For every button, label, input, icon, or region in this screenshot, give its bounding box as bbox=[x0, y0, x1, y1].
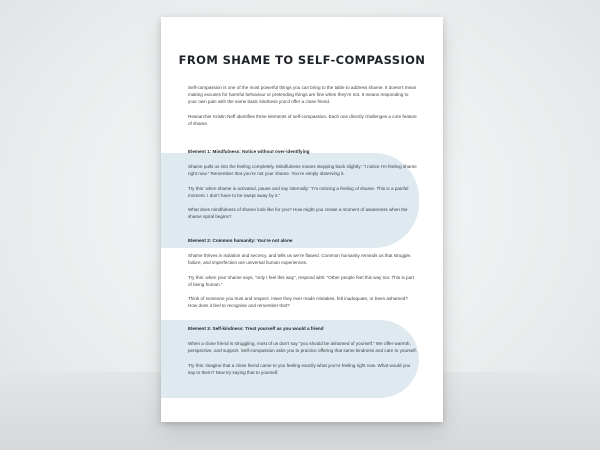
element-1-paragraph: Try this: when shame is activated, pause and say internally: “I’m noticing a feeling of shame. This is a painful moment. I don’t have to be swept away by it.” bbox=[188, 185, 409, 198]
document-page bbox=[161, 17, 443, 422]
element-3-paragraph: Try this: imagine that a close friend came to you feeling exactly what you’re feeling right now. What would you say to them? Now try saying that to yourself. bbox=[188, 362, 411, 375]
element-3-section bbox=[188, 325, 418, 383]
element-2-section bbox=[188, 237, 418, 316]
intro-paragraph: Self-compassion is one of the most powerful things you can bring to the table to address shame. It doesn’t mean making excuses for harmful behaviour or pretending things are fine when they’re not. It means responding to your own pain with the same basic kindness you’d offer a close friend. bbox=[188, 85, 417, 105]
element-3-paragraph: When a close friend is struggling, most of us don’t say “you should be ashamed of yourself.” We offer warmth, perspective, and support. Self-compassion asks you to practice offering that same kindness and care to yourself. bbox=[188, 341, 417, 354]
element-1-paragraph: Shame pulls us into the feeling completely. Mindfulness means stepping back slightly: “I notice I’m feeling shame right now.” Remember that you’re not your shame. You’re simply observing it. bbox=[188, 164, 417, 177]
element-2-paragraph: Try this: when your shame says, “only I feel this way”, respond with: “Other people feel this way too. This is part of being human.” bbox=[188, 274, 414, 287]
element-1-paragraph: What does mindfulness of shame look like for you? How might you create a moment of awareness when the shame spiral begins? bbox=[188, 207, 408, 220]
element-2-paragraph: Shame thrives in isolation and secrecy, and tells us we’re flawed. Common humanity reminds us that struggle, failure, and imperfection are universal human experiences. bbox=[188, 253, 412, 266]
element-1-heading: Element 1: Mindfulness: Notice without over-identifying bbox=[188, 149, 310, 154]
element-1-section bbox=[188, 148, 418, 227]
intro-paragraph: Researcher Kristin Neff identifies three elements of self-compassion. Each one directly challenges a core feature of shame. bbox=[188, 113, 417, 126]
element-2-heading: Element 2: Common humanity: You’re not alone bbox=[188, 238, 293, 243]
intro-section bbox=[188, 84, 418, 134]
element-3-heading: Element 3: Self-kindness: Treat yourself as you would a friend bbox=[188, 326, 324, 331]
element-2-paragraph: Think of someone you trust and respect. Have they ever made mistakes, felt inadequate, or been ashamed? How does it feel to recognise and remember that? bbox=[188, 296, 408, 309]
page-title: FROM SHAME TO SELF-COMPASSION bbox=[178, 53, 426, 67]
